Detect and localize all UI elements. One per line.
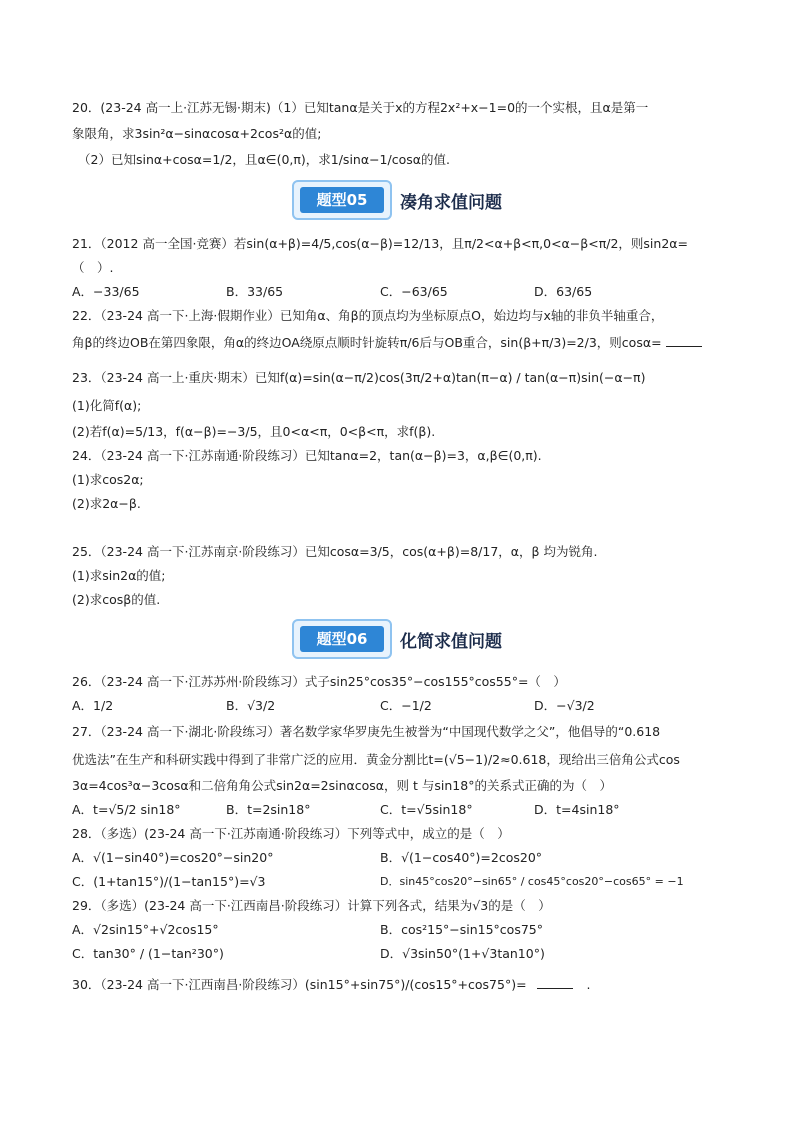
q21-line-1: 21．（2012 高一全国·竞赛）若sin(α+β)=4/5,cos(α−β)=12/13，且π/2<α+β<π,0<α−β<π/2，则sin2α= — [72, 236, 688, 251]
q27-line-2: 优选法”在生产和科研实践中得到了非常广泛的应用．黄金分割比t=(√5−1)/2≈0.618，现给出三倍角公式cos — [72, 752, 680, 767]
q29-option-d: D．√3sin50°(1+√3tan10°) — [380, 946, 545, 961]
q29-option-a: A．√2sin15°+√2cos15° — [72, 922, 219, 937]
q23-line-1: 23．（23-24 高一上·重庆·期末）已知f(α)=sin(α−π/2)cos(3π/2+α)tan(π−α) / tan(α−π)sin(−α−π) — [72, 370, 646, 385]
section-05-badge — [292, 180, 392, 220]
section-05-title: 凑角求值问题 — [400, 193, 502, 213]
q24-line-1: 24．（23-24 高一下·江苏南通·阶段练习）已知tanα=2，tan(α−β)=3，α,β∈(0,π). — [72, 448, 542, 463]
q28-line-1: 28．（多选）(23-24 高一下·江苏南通·阶段练习）下列等式中，成立的是（ ） — [72, 826, 510, 841]
q22-line-2-text: 角β的终边OB在第四象限，角α的终边OA绕原点顺时针旋转π/6后与OB重合，sin(β+π/3)=2/3，则cosα= — [72, 335, 662, 350]
q21-option-c: C．−63/65 — [380, 284, 448, 299]
q28-option-c: C．(1+tan15°)/(1−tan15°)=√3 — [72, 874, 266, 889]
q30-line-1 — [72, 976, 591, 993]
q29-option-c: C．tan30° / (1−tan²30°) — [72, 946, 224, 961]
q27-option-b: B．t=2sin18° — [226, 802, 311, 817]
q28-option-a: A．√(1−sin40°)=cos20°−sin20° — [72, 850, 274, 865]
q27-line-3: 3α=4cos³α−3cosα和二倍角角公式sin2α=2sinαcosα，则 t 与sin18°的关系式正确的为（ ） — [72, 778, 612, 793]
q28-option-b: B．√(1−cos40°)=2cos20° — [380, 850, 543, 865]
q25-line-3: (2)求cosβ的值. — [72, 592, 161, 607]
q27-line-1: 27．（23-24 高一下·湖北·阶段练习）著名数学家华罗庚先生被誉为“中国现代数学之父”，他倡导的“0.618 — [72, 724, 661, 739]
q21-option-b: B．33/65 — [226, 284, 284, 299]
q20-line-3: （2）已知sinα+cosα=1/2，且α∈(0,π)，求1/sinα−1/cosα的值. — [78, 152, 450, 167]
q26-option-c: C．−1/2 — [380, 698, 432, 713]
q25-line-2: (1)求sin2α的值; — [72, 568, 166, 583]
q29-line-1: 29．（多选）(23-24 高一下·江西南昌·阶段练习）计算下列各式，结果为√3的是（ ） — [72, 898, 551, 913]
q24-line-2: (1)求cos2α; — [72, 472, 144, 487]
q26-option-d: D．−√3/2 — [534, 698, 595, 713]
q26-line-1: 26．（23-24 高一下·江苏苏州·阶段练习）式子sin25°cos35°−cos155°cos55°=（ ） — [72, 674, 566, 689]
q27-option-a: A．t=√5/2 sin18° — [72, 802, 181, 817]
q22-line-1: 22．（23-24 高一下·上海·假期作业）已知角α、角β的顶点均为坐标原点O，始边均与x轴的非负半轴重合， — [72, 308, 664, 323]
q30-tail: . — [586, 977, 591, 992]
q22-line-2 — [72, 334, 702, 351]
q23-line-3: (2)若f(α)=5/13，f(α−β)=−3/5，且0<α<π，0<β<π，求f(β). — [72, 424, 436, 439]
section-06-badge-label: 题型06 — [300, 626, 384, 652]
section-05-badge-label: 题型05 — [300, 187, 384, 213]
q23-line-2: (1)化简f(α); — [72, 398, 142, 413]
q27-option-d: D．t=4sin18° — [534, 802, 620, 817]
q26-option-a: A．1/2 — [72, 698, 114, 713]
q21-line-2: （ ）. — [72, 260, 114, 275]
q21-option-a: A．−33/65 — [72, 284, 140, 299]
q22-answer-blank — [666, 334, 702, 347]
q20-line-1: 20．(23-24 高一上·江苏无锡·期末)（1）已知tanα是关于x的方程2x²+x−1=0的一个实根，且α是第一 — [72, 100, 649, 115]
q24-line-3: (2)求2α−β. — [72, 496, 141, 511]
q28-option-d: D．sin45°cos20°−sin65° / cos45°cos20°−cos65° = −1 — [380, 875, 684, 888]
q20-line-2: 象限角，求3sin²α−sinαcosα+2cos²α的值; — [72, 126, 322, 141]
q30-answer-blank — [537, 976, 573, 989]
section-06-badge — [292, 619, 392, 659]
q29-option-b: B．cos²15°−sin15°cos75° — [380, 922, 544, 937]
q25-line-1: 25．（23-24 高一下·江苏南京·阶段练习）已知cosα=3/5，cos(α+β)=8/17，α，β 均为锐角. — [72, 544, 598, 559]
q21-option-d: D．63/65 — [534, 284, 593, 299]
section-06-title: 化简求值问题 — [400, 632, 502, 652]
q26-option-b: B．√3/2 — [226, 698, 276, 713]
q27-option-c: C．t=√5sin18° — [380, 802, 473, 817]
q30-text: 30．（23-24 高一下·江西南昌·阶段练习）(sin15°+sin75°)/(cos15°+cos75°)= — [72, 977, 527, 992]
